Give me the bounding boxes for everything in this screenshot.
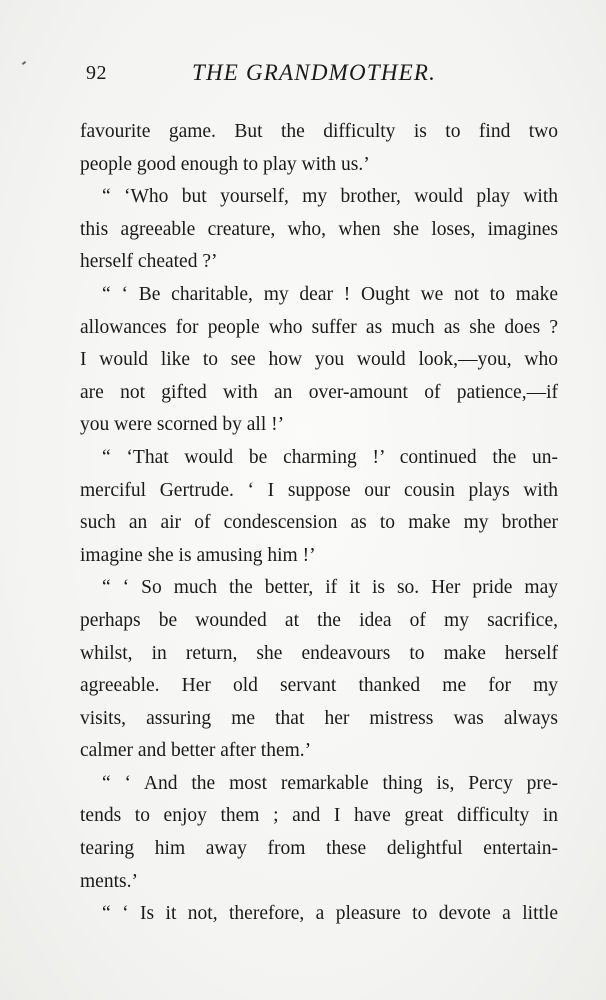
text-line: “ ‘ Be charitable, my dear ! Ought we not to make	[102, 283, 558, 305]
page-number: 92	[86, 62, 107, 84]
text-line: visits, assuring me that her mistress was always	[80, 707, 558, 729]
text-line: whilst, in return, she endeavours to make herself	[80, 642, 558, 664]
text-line: “ ‘ And the most remarkable thing is, Percy pre-	[102, 772, 558, 794]
text-line: tends to enjoy them ; and I have great difficulty in	[80, 805, 558, 827]
running-title: THE GRANDMOTHER.	[192, 60, 437, 85]
text-line: you were scorned by all !’	[80, 414, 285, 436]
text-line: people good enough to play with us.’	[80, 153, 370, 175]
text-line: agreeable. Her old servant thanked me for my	[80, 675, 558, 697]
text-line: “ ‘ Is it not, therefore, a pleasure to devote a little	[102, 903, 558, 925]
text-line: are not gifted with an over-amount of patience,—if	[80, 381, 558, 403]
text-line: “ ‘ So much the better, if it is so. Her pride may	[102, 577, 558, 599]
text-line: this agreeable creature, who, when she loses, imagines	[80, 218, 558, 240]
text-line: allowances for people who suffer as much as she does ?	[80, 316, 558, 338]
text-line: tearing him away from these delightful entertain-	[80, 838, 558, 860]
text-line: herself cheated ?’	[80, 251, 218, 273]
text-line: such an air of condescension as to make my brother	[80, 512, 558, 534]
page-header	[80, 58, 558, 94]
text-line: “ ‘Who but yourself, my brother, would play with	[102, 186, 558, 208]
text-line: calmer and better after them.’	[80, 740, 312, 762]
text-line: favourite game. But the difficulty is to find two	[80, 121, 558, 142]
body-text	[80, 116, 558, 931]
text-line: “ ‘That would be charming !’ continued the un-	[102, 446, 558, 468]
text-line: merciful Gertrude. ‘ I suppose our cousin plays with	[80, 479, 558, 501]
text-line: perhaps be wounded at the idea of my sacrifice,	[80, 609, 558, 631]
text-line: imagine she is amusing him !’	[80, 544, 316, 566]
text-line: I would like to see how you would look,—you, who	[80, 349, 558, 371]
margin-mark	[22, 61, 26, 65]
text-line: ments.’	[80, 870, 138, 892]
